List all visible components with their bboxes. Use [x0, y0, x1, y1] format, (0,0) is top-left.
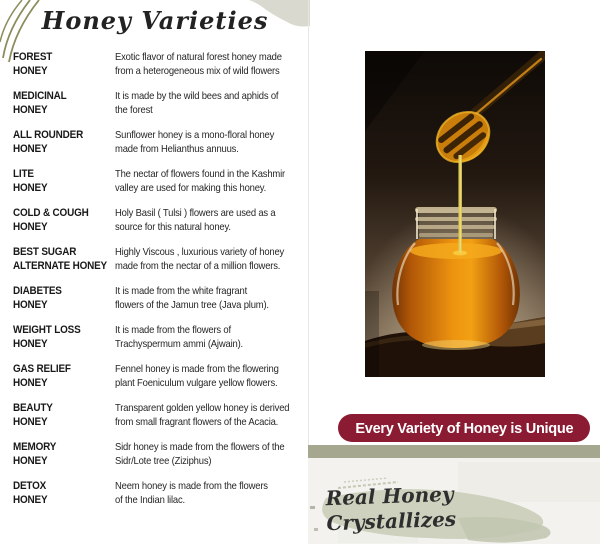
variety-row-best-sugar: BEST SUGAR ALTERNATE HONEY Highly Viscous , luxurious variety of honey made from the nectar of a million flowers. — [13, 246, 309, 273]
real-honey-crystallizes-text — [325, 482, 456, 536]
banner-label: Every Variety of Honey is Unique — [355, 419, 573, 437]
variety-desc: Sunflower honey is a mono-floral honey — [115, 129, 275, 141]
variety-desc: It is made by the wild bees and aphids of — [115, 90, 279, 102]
variety-desc: Sidr honey is made from the flowers of the — [115, 441, 285, 453]
footer-line1: Real Honey — [325, 481, 454, 511]
variety-row-detox: DETOX HONEY Neem honey is made from the flowers of the Indian lilac. — [13, 480, 309, 507]
variety-name: DIABETES — [13, 285, 62, 297]
variety-desc: The nectar of flowers found in the Kashmir — [115, 168, 285, 180]
variety-name: WEIGHT LOSS — [13, 324, 81, 336]
variety-name: ALL ROUNDER — [13, 129, 84, 141]
honey-varieties-list — [13, 51, 309, 519]
variety-name: GAS RELIEF — [13, 363, 71, 375]
variety-desc: Highly Viscous , luxurious variety of honey — [115, 246, 285, 258]
variety-row-cold-cough: COLD & COUGH HONEY Holy Basil ( Tulsi ) flowers are used as a source for this natural honey. — [13, 207, 309, 234]
variety-row-medicinal: MEDICINAL HONEY It is made by the wild bees and aphids of the forest — [13, 90, 309, 117]
variety-row-gas-relief: GAS RELIEF HONEY Fennel honey is made from the flowering plant Foeniculum vulgare yellow flowers. — [13, 363, 309, 390]
variety-name: COLD & COUGH — [13, 207, 89, 219]
variety-row-all-rounder: ALL ROUNDER HONEY Sunflower honey is a mono-floral honey made from Helianthus annuus. — [13, 129, 309, 156]
variety-row-weight-loss: WEIGHT LOSS HONEY It is made from the flowers of Trachyspermum ammi (Ajwain). — [13, 324, 309, 351]
variety-desc: Holy Basil ( Tulsi ) flowers are used as a — [115, 207, 276, 219]
variety-name: FOREST — [13, 51, 53, 63]
panel-divider — [308, 0, 309, 445]
variety-desc: Transparent golden yellow honey is derived — [115, 402, 290, 414]
real-honey-section — [308, 458, 600, 544]
banner-every-variety — [338, 414, 590, 442]
variety-row-lite: LITE HONEY The nectar of flowers found in the Kashmir valley are used for making this honey. — [13, 168, 309, 195]
variety-name: BEST SUGAR — [13, 246, 77, 258]
sage-divider-bar — [308, 445, 600, 458]
variety-desc: It is made from the white fragrant — [115, 285, 248, 297]
honey-jar-photo — [365, 51, 545, 377]
variety-desc: Exotic flavor of natural forest honey made — [115, 51, 282, 63]
variety-row-forest: FOREST HONEY Exotic flavor of natural forest honey made from a heterogeneous mix of wild flowers — [13, 51, 309, 78]
variety-desc: It is made from the flowers of — [115, 324, 231, 336]
variety-desc: Neem honey is made from the flowers — [115, 480, 268, 492]
variety-row-diabetes: DIABETES HONEY It is made from the white fragrant flowers of the Jamun tree (Java plum). — [13, 285, 309, 312]
variety-name: BEAUTY — [13, 402, 53, 414]
variety-name: MEDICINAL — [13, 90, 67, 102]
variety-row-beauty: BEAUTY HONEY Transparent golden yellow honey is derived from small fragrant flowers of the Acacia. — [13, 402, 290, 428]
variety-row-memory: MEMORY HONEY Sidr honey is made from the flowers of the Sidr/Lote tree (Ziziphus) — [13, 441, 309, 468]
variety-name: DETOX — [13, 480, 47, 492]
variety-name: MEMORY — [13, 441, 57, 453]
variety-name: LITE — [13, 168, 34, 180]
page-title: Honey Varieties — [41, 6, 269, 35]
variety-desc: Fennel honey is made from the flowering — [115, 363, 279, 375]
footer-line2: Crystallizes — [326, 506, 457, 536]
